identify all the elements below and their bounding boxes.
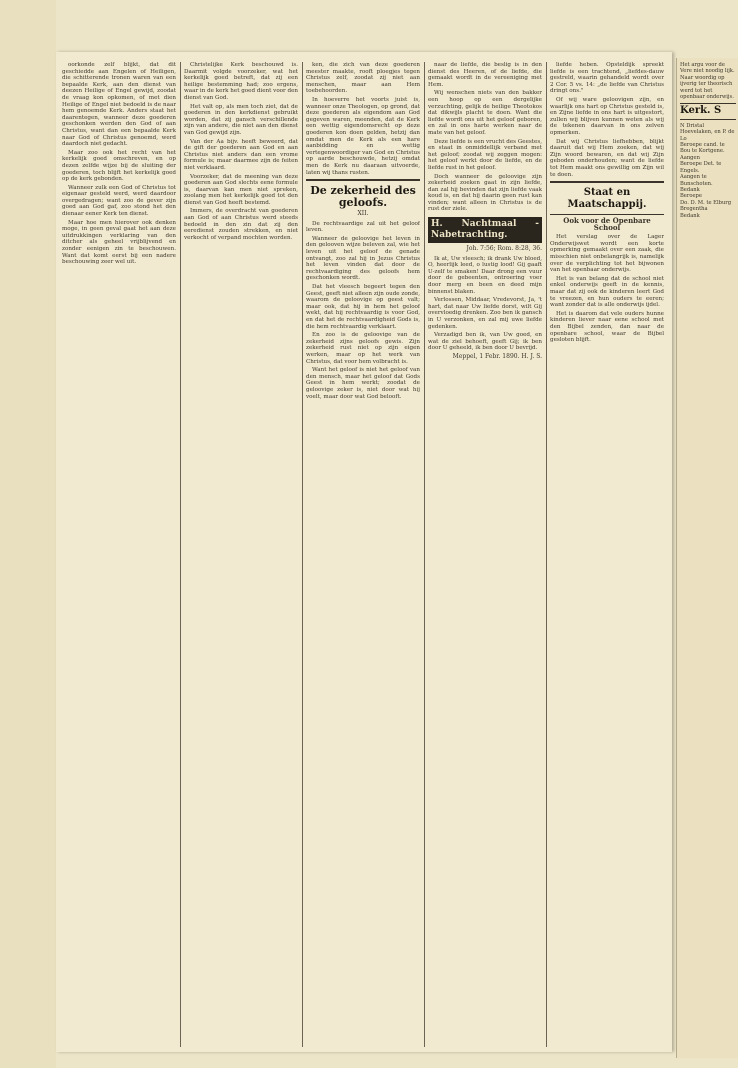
column-3-paragraph: Dat het vleesch begeert tegen den Geest, geeft niet alleen zijn oude zonde, waarom de geloovige op geest valt; maar ook, dat hij in hem het geloof wekt, dat hij rechtvaardig is voor God, en dat het de rechtvaardigheid Gods is, die hem rechtvaardig verklaart.: [306, 284, 420, 330]
column-2: [184, 62, 298, 1047]
article-signature: Meppel, 1 Febr. 1890. H. J. S.: [452, 352, 542, 360]
adjacent-line: Bregentha: [680, 206, 708, 213]
column-rule: [180, 62, 181, 1047]
article-heading-zekerheid: De zekerheid des geloofs.: [310, 184, 416, 210]
adjacent-page-edge: [676, 58, 738, 1058]
adjacent-rule: [680, 103, 736, 104]
adjacent-line: Beroepe Det. te Engels.: [680, 161, 722, 174]
column-1-paragraph: Wanneer zulk een God of Christus tot eigenaar gesteld werd, werd daardoor overgedragen; want zoo de gever zijn goed aan God gaf, zoo stond het den dienaar eener Kerk ten dienst.: [62, 184, 176, 218]
column-rule: [546, 62, 547, 1047]
article-heading-nachtmaal: H. Nachtmaal - Nabetrachting.: [428, 217, 542, 243]
column-2-paragraph: Voorzeker, dat de meening van deze goederen aan God slechts eene formule is, daarvan kan men niet spreken, zoolang men het kerkelijk goed tot den dienst van God heeft bestemd.: [184, 173, 298, 206]
section-heading-staat: Staat en Maatschappij.: [567, 187, 647, 211]
column-4-paragraph: Verzadigd ben ik, van Uw goed, en wat de ziel behoeft, geeft Gij; ik ben door U geheeld, ik ben door U bevrijd.: [428, 332, 542, 352]
column-1-paragraph: Maar zoo ook het recht van het kerkelijk goed omschreven, en op dezen zelfde wijze bij de sluiting der goederen, toch blijft het kerkelijk goed op de kerk gebonden.: [62, 149, 176, 183]
article-number: XII.: [357, 210, 369, 218]
adjacent-page-heading: Kerk. S: [680, 105, 722, 117]
column-1-paragraph: Maar hoe men hierover ook denken moge, in geen geval gaat het aan deze uitdrukkingen verklaring van den ditcher als geheel vrijblijvend en zonder eenigen zin te beschouwen. Want dat komt eerst bij een nadere beschouwing zeer wel uit.: [62, 219, 176, 266]
adjacent-page-intro: Het argu voor de Vere niet noodig lijk. Naar woordig op ijverig ter theorisch werd tot het openbaar onderwijs.: [680, 62, 735, 101]
column-5-paragraph: Of wij ware geloovigen zijn, en waarlijk ons hart op Christus gesteld is, en Zijne liefde in ons hart is uitgestort, zullen wij blijven kunnen weten als wij de tekenen daarvan in ons zelven opmerken.: [550, 96, 664, 136]
column-4-paragraph: naar de liefde, die beslig is in den dienst des Heeren, of de liefde, die gemaakt wordt in de vereeniging met Hem.: [428, 62, 542, 88]
adjacent-line: Bedank: [680, 212, 700, 219]
adjacent-line: Aangen te Bunschoten.: [680, 174, 713, 187]
adjacent-page-text: [677, 58, 738, 223]
column-5-paragraph: Dat wij Christus liefhebben, blijkt daaruit dat wij Hem zoeken, dat wij Zijn woord bewaren, en dat wij Zijn geboden onderhouden; want de liefde tot Hem maakt ons gewillig om Zijn wil te doen.: [550, 138, 664, 178]
column-2-paragraph: Christelijke Kerk beschouwd is. Daarmit volgde voorzeker, wat het kerkelijk goed betreft, dat zij een heilige bestemming had; zoo ergens, waar in de kerk het goed dient voor den dienst van God.: [184, 62, 298, 101]
column-5-paragraph: Het verslag over de Lager Onderwijswet wordt een korte opmerking gemaakt over een zaak, die misschien niet onbelangrijk is, namelijk over de verplichting tot het bijwonen van het openbaar onderwijs.: [550, 234, 664, 274]
column-4: [428, 62, 542, 1047]
adjacent-line: Aangen: [680, 154, 700, 161]
subsection-heading-openbare-school: Ook voor de Openbare School: [563, 216, 651, 232]
column-4-paragraph: Wij wenschen niets van den bakker een hoop op een dergelijke verzuchting, gelijk de heilige Theotokos dat dikwijls placht te doen. Want die liefde wordt ons uit het geloof geboren, en zal in ons harte werken naar de mate van het geloof.: [428, 90, 542, 136]
scripture-reference: Joh. 7:56; Rom. 8:28, 36.: [466, 245, 542, 253]
adjacent-rule: [680, 119, 736, 120]
column-2-paragraph: Immers, de overdracht van goederen aan God of aan Christus werd steeds bedoeld in den zin dat zij den eeredienst zouden strekken, en niet verkocht of verpand mochten worden.: [184, 208, 298, 241]
column-5: [550, 62, 664, 1047]
column-3-paragraph: En zoo is de geloovige van de zekerheid zijns geloofs gewis. Zijn zekerheid rust niet op zijn eigen werken, maar op het werk van Christus, dat voor hem volbracht is.: [306, 332, 420, 365]
column-5-paragraph: Het is van belang dat de school niet enkel onderwijs geeft in de kennis, maar dat zij ook de kinderen leert God te vreezen, en hun ouders te eeren; want zonder dat is alle onderwijs ijdel.: [550, 275, 664, 309]
page-margin-left: [0, 0, 56, 1068]
adjacent-line: Do. D. M. te Elburg: [680, 199, 732, 206]
column-1: [62, 62, 176, 1047]
column-2-paragraph: Het valt op, als men toch ziet, dat de goederen in den kerkdienst gebruikt worden, dat zij gansch verschillende zijn van andere, die niet aan den dienst van God gewijd zijn.: [184, 103, 298, 136]
column-4-paragraph: Deze liefde is een vrucht des Geestes, en staat in onmiddellijk verband met het geloof; zoodat wij zeggen mogen: het geloof werkt door de liefde, en de liefde rust in het geloof.: [428, 138, 542, 171]
adjacent-line: Bedank: [680, 186, 700, 193]
column-2-paragraph: Van der Aa bijv. heeft beweerd, dat de gift der goederen aan God en aan Christus niet anders dan een vrome formule is; maar daarmee zijn de feiten niet verklaard.: [184, 138, 298, 171]
adjacent-line: Beroepe: [680, 193, 702, 200]
column-rule: [424, 62, 425, 1047]
column-4-paragraph: Doch wanneer de geloovige zijn zekerheid zoeken gaat in zijn liefde, dan zal hij bevinden dat zijn liefde vaak koud is, en dat hij daarin geen rust kan vinden; want alleen in Christus is de rust der ziele.: [428, 173, 542, 213]
column-3-paragraph: In hoeverre het voorts juist is, wanneer onze Theologen, op grond, dat deze goederen als eigendom aan God gegeven waren, meenden, dat de Kerk een wettig eigendomsrecht op deze goederen kon doen gelden, hetzij dan omdat men de Kerk als een hare aanbidding en wettig vertegenwoordiger van God en Christus op aarde beschouwde, hetzij omdat men de Kerk nu daaraan uitvoerde, laten wij thans rusten.: [306, 96, 420, 176]
adjacent-line: Beroepe cand. te Bou te Kortgene.: [680, 142, 725, 155]
section-rule: [550, 214, 664, 215]
column-rule: [302, 62, 303, 1047]
column-3-paragraph: Want het geloof is niet het geloof van den mensch, maar het geloof dat Gods Geest in hem werkt; zoodat de geloovige zeker is, niet door wat hij voelt, maar door wat God belooft.: [306, 367, 420, 400]
newspaper-page: [56, 52, 672, 1052]
column-3: [306, 62, 420, 1047]
column-4-paragraph: Ik at, Uw vleesch; ik drank Uw bloed, O, heerlijk leed, o lustig lood! Gij gaaft U-zelf te smaken! Daar drong een vuur door de gebeenten, ontroering voer door merg en been en deed mijn binnenst blaken.: [428, 255, 542, 295]
column-4-paragraph: Verlossen, Middaar, Vredevorst, Ja, 't hart, dat naar Uw liefde dorst, wilt Gij overvloedig drenken. Zoo ben ik gansch in U verzonken, en zal mij uwe liefde gedenken.: [428, 297, 542, 330]
section-rule: [550, 181, 664, 183]
column-5-paragraph: liefde heben. Opsteldijk spreekt liefde is een trachtend, „liefdes-dauw gestreld, waarin gehandeld wordt over 2 Cor. 5 vs. 14: „de liefde van Christus dringt ons.": [550, 62, 664, 95]
column-3-paragraph: ken, die zich van deze goederen meester maakte, rooft ploegjes tegen Christus zelf, zoodat zij niet aan menschen, maar aan Hem toebehoorden.: [306, 62, 420, 95]
heading-rule: [306, 179, 420, 181]
column-5-paragraph: Het is daarom dat vele ouders hunne kinderen liever naar eene school met den Bijbel zenden, dan naar de openbare school, waar de Bijbel gesloten blijft.: [550, 310, 664, 344]
column-1-paragraph: oorkonde zelf blijkt, dat dit geschiedde aan Engelen of Heiligen, die schitterende tronen waren van een bepaalde Kerk, aan den dienst van deezen Heilige of Engel gewijd, zoodat de vraag kon opkomen, of met dien Heilige of Engel niet bedoeld is de naar hem genoemde Kerk. Anders staat het daarentegen, wanneer deze goederen geschonken werden den God of aan Christus, want dan een bepaalde Kerk naar God of Christus genoemd, werd daardoch niet gedacht.: [62, 62, 176, 148]
column-3-paragraph: Wanneer de geloovige het leven in den gelooven wijze beleven zal, wie het leven uit het geloof de genade ontvangt, zoo zal hij in Jezus Christus het leven vinden dat door de rechtvaardiging des geloofs hem geschonken wordt.: [306, 235, 420, 282]
column-3-paragraph: De rechtvaardige zal uit het geloof leven.: [306, 220, 420, 234]
adjacent-line: Hoevelaken, en P. de Lo: [680, 129, 735, 142]
adjacent-line: N Dristal: [680, 122, 704, 129]
